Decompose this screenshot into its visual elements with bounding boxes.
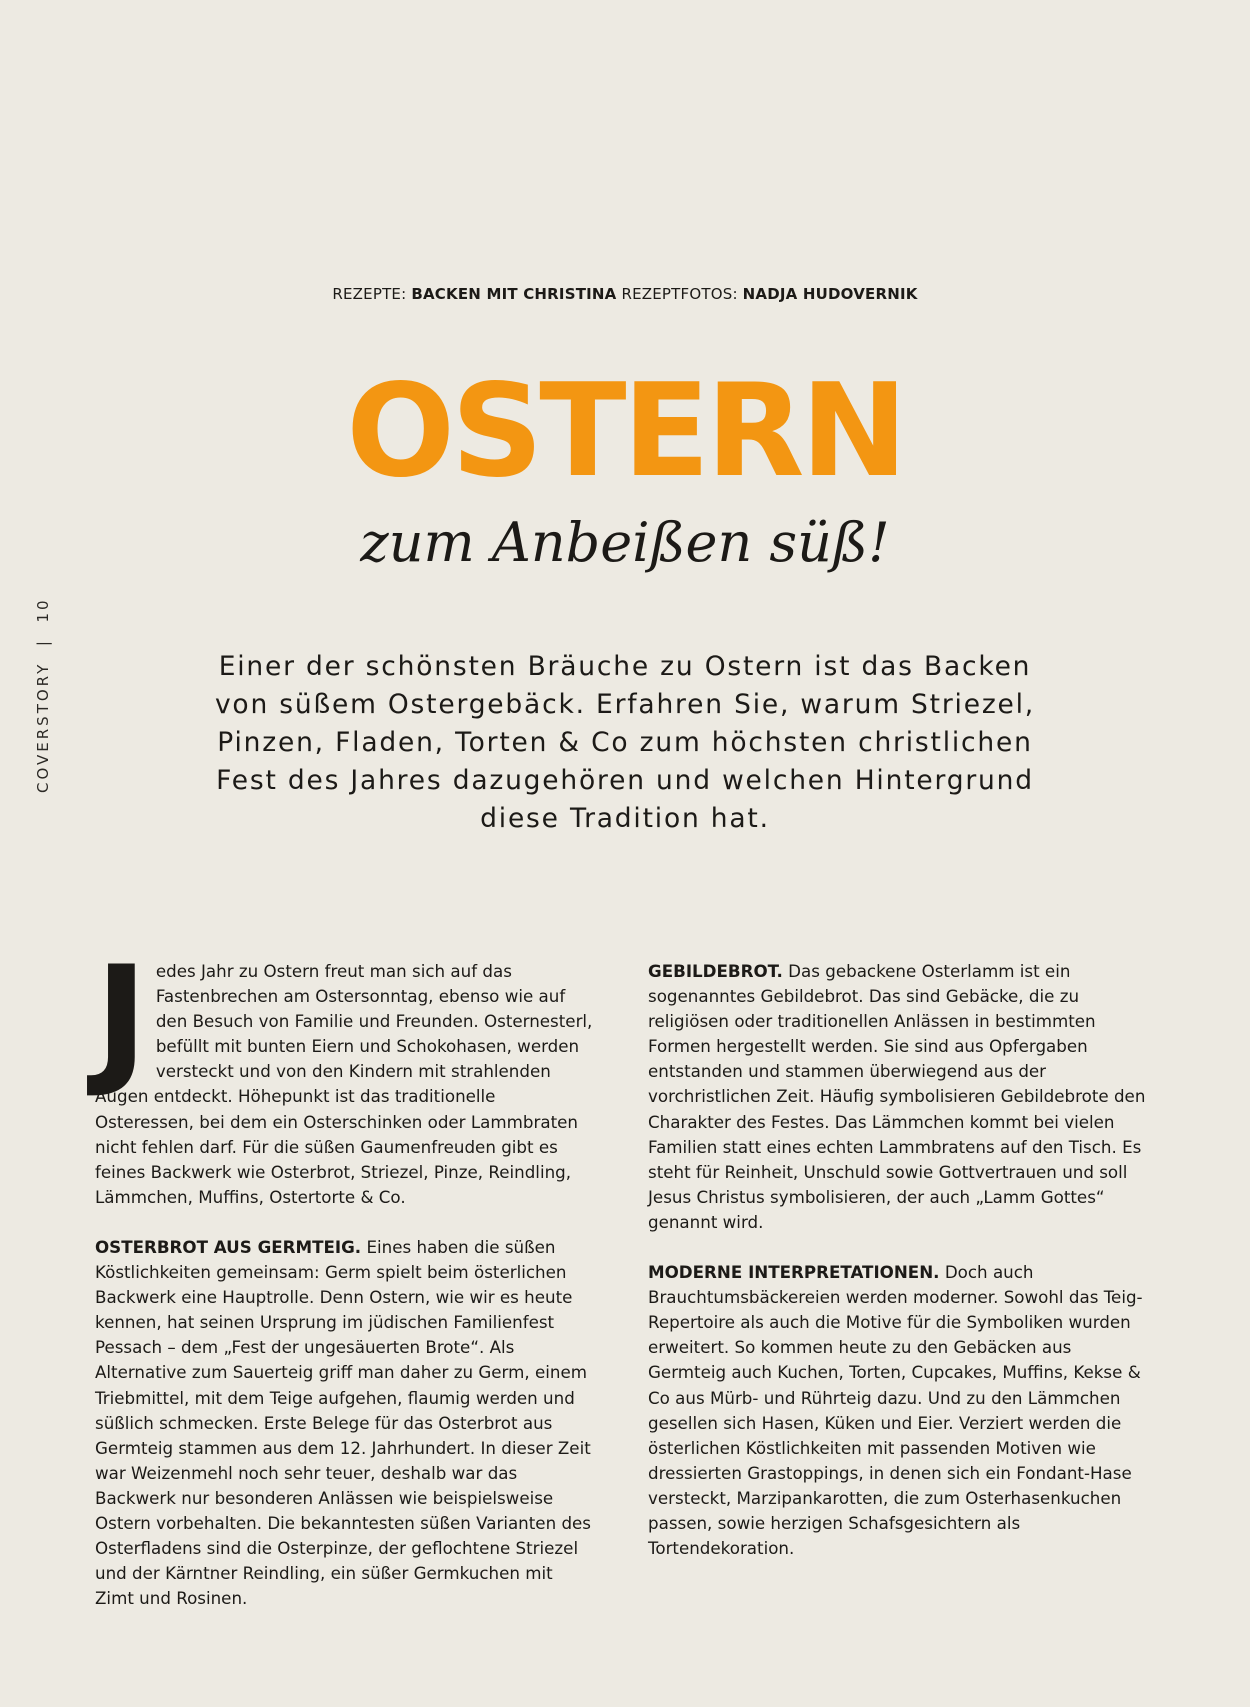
photos-label: REZEPTFOTOS:: [621, 285, 738, 303]
recipes-label: REZEPTE:: [332, 285, 407, 303]
section-gebildebrot: [648, 959, 1148, 1235]
article-column-left: [95, 936, 595, 1636]
section-text: Eines haben die süßen Köstlichkeiten gemeinsam: Germ spielt beim österlichen Backwerk eine Hauptrolle. Denn Ostern, wie wir es heute kennen, hat seinen Ursprung im jüdischen Familienfest Pessach – dem „Fest der ungesäuerten Brote“. Als Alternative zum Sauerteig griff man daher zu Germ, einem Triebmittel, mit dem Teige aufgehen, flaumig werden und süßlich schmecken. Erste Belege für das Osterbrot aus Germteig stammen aus dem 12. Jahrhundert. In dieser Zeit war Weizenmehl noch sehr teuer, deshalb war das Backwerk nur besonderen Anlässen wie beispielsweise Ostern vorbehalten. Die bekanntesten süßen Varianten des Osterfladens sind die Osterpinze, der geflochtene Striezel und der Kärntner Reindling, ein süßer Germkuchen mit Zimt und Rosinen.: [95, 1236, 592, 1609]
page-subtitle: zum Anbeißen süß!: [360, 511, 890, 574]
section-heading: MODERNE INTERPRETATIONEN.: [648, 1262, 940, 1283]
credits-line: [0, 285, 1250, 303]
page-title: OSTERN: [346, 357, 904, 506]
recipes-author: BACKEN MIT CHRISTINA: [411, 285, 617, 303]
section-moderne: [648, 1260, 1148, 1561]
section-name: COVERSTORY: [34, 661, 52, 793]
section-text: Das gebackene Osterlamm ist ein sogenanntes Gebildebrot. Das sind Gebäcke, die zu religiösen oder traditionellen Anlässen in bestimmten Formen hergestellt werden. Sie sind aus Opfergaben entstanden und stammen überwiegend aus der vorchristlichen Zeit. Häufig symbolisieren Gebildebrote den Charakter des Festes. Das Lämmchen kommt bei vielen Familien statt eines echten Lammbratens auf den Tisch. Es steht für Reinheit, Unschuld sowie Gottvertrauen und soll Jesus Christus symbolisieren, der auch „Lamm Gottes“ genannt wird.: [648, 961, 1146, 1232]
article-column-right: [648, 959, 1148, 1586]
page-number: 10: [34, 597, 52, 623]
intro-paragraph: [95, 936, 595, 1210]
section-text: Doch auch Brauchtumsbäckereien werden moderner. Sowohl das Teig-Repertoire als auch die Motive für die Symboliken wurden erweitert. So kommen heute zu den Gebäcken aus Germteig auch Kuchen, Torten, Cupcakes, Muffins, Kekse & Co aus Mürb- und Rührteig dazu. Und zu den Lämmchen gesellen sich Hasen, Küken und Eier. Verziert werden die österlichen Köstlichkeiten mit passenden Motiven wie dressierten Grastoppings, in denen sich ein Fondant-Hase versteckt, Marzipankarotten, die zum Osterhasenkuchen passen, sowie herzigen Schafsgesichtern als Tortendekoration.: [648, 1262, 1143, 1559]
section-heading: OSTERBROT AUS GERMTEIG.: [95, 1236, 362, 1257]
section-separator: |: [34, 638, 52, 647]
photos-author: NADJA HUDOVERNIK: [742, 285, 918, 303]
section-osterbrot: [95, 1235, 595, 1611]
section-marker: [34, 573, 52, 793]
drop-cap: J: [95, 936, 148, 1101]
intro-text: edes Jahr zu Ostern freut man sich auf das Fastenbrechen am Ostersonntag, ebenso wie auf den Besuch von Familie und Freunden. Osternesterl, befüllt mit bunten Eiern und Schokohasen, werden versteckt und von den Kindern mit strahlenden Augen entdeckt. Höhepunkt ist das traditionelle Osteressen, bei dem ein Osterschinken oder Lammbraten nicht fehlen darf. Für die süßen Gaumenfreuden gibt es feines Backwerk wie Osterbrot, Striezel, Pinze, Reindling, Lämmchen, Muffins, Ostertorte & Co.: [95, 961, 593, 1207]
section-heading: GEBILDEBROT.: [648, 961, 783, 981]
lead-paragraph: Einer der schönsten Bräuche zu Ostern ist das Backen von süßem Ostergebäck. Erfahren Sie, warum Striezel, Pinzen, Fladen, Torten & Co zum höchsten christlichen Fest des Jahres dazugehören und welchen Hintergrund diese Tradition hat.: [214, 651, 1036, 834]
